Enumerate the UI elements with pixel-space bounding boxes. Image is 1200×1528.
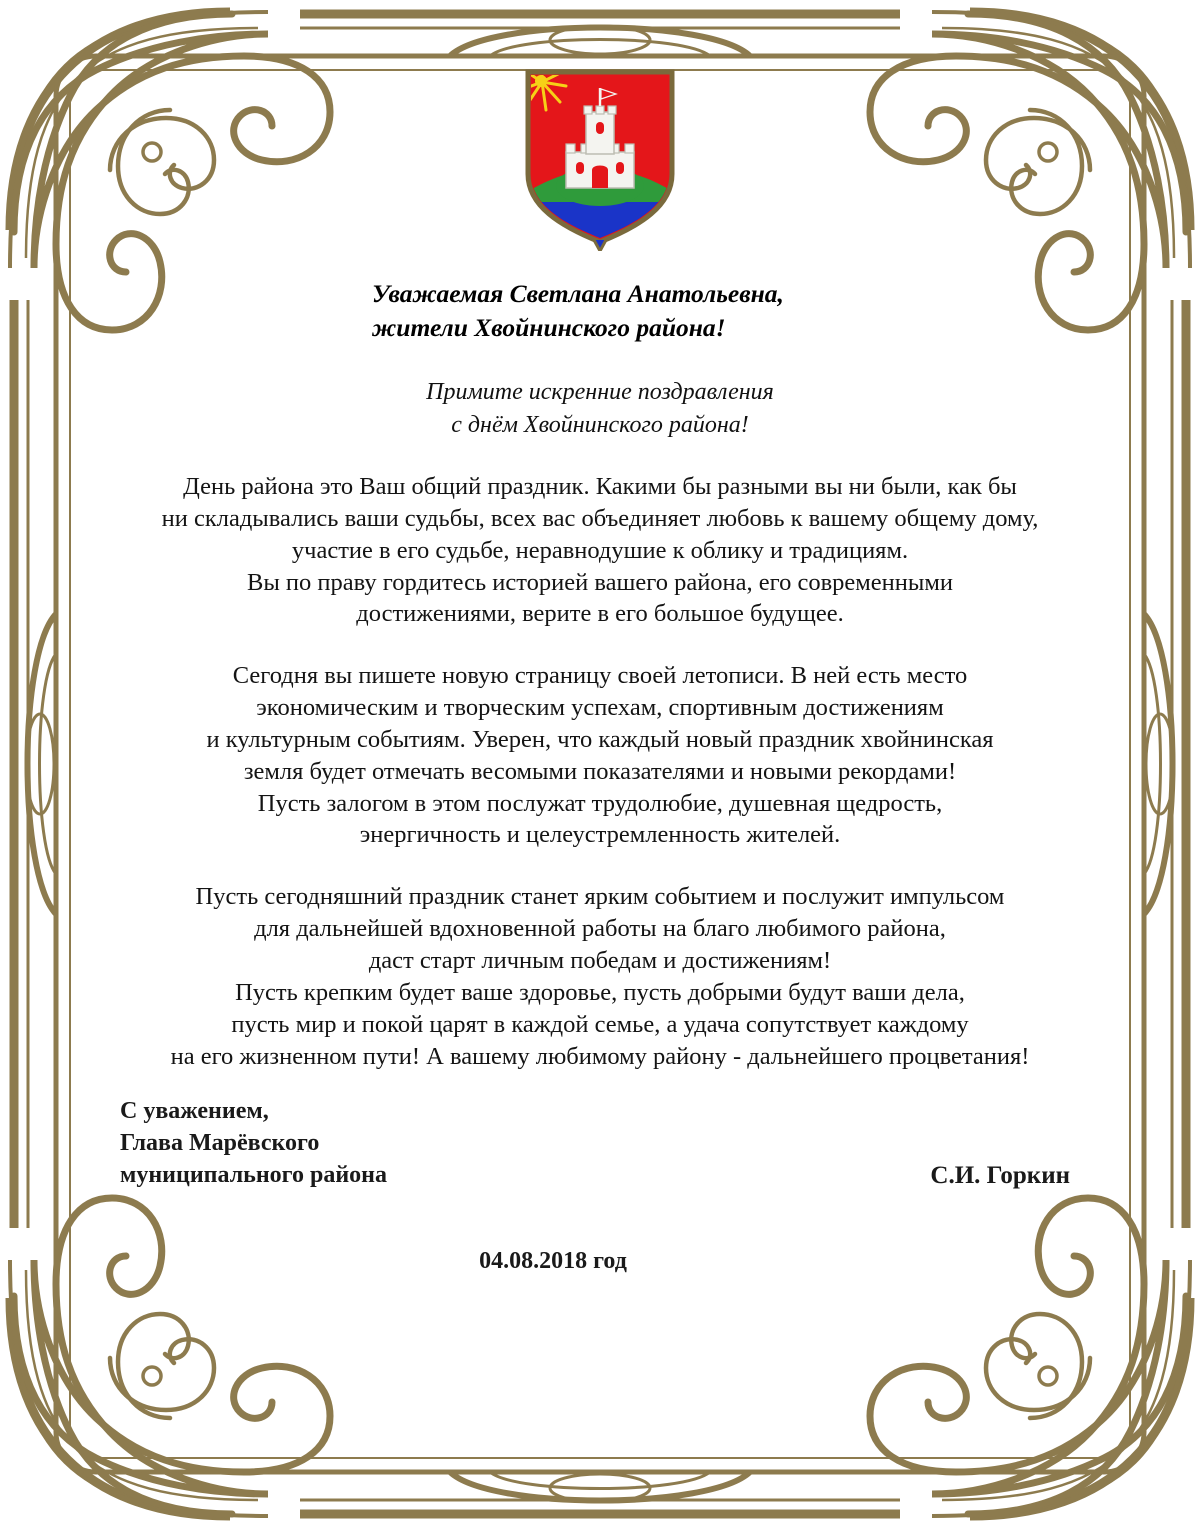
paragraph-3-line-4: Пусть крепким будет ваше здоровье, пусть добрыми будут ваши дела, [235,978,965,1006]
paragraph-2-line-4: земля будет отмечать весомыми показателями и новыми рекордами! [243,757,957,785]
paragraph-1 [100,471,1100,630]
body-text [100,471,1100,1072]
paragraph-1-line-2: ни складывались ваши судьбы, всех вас объединяет любовь к вашему общему дому, [161,504,1039,532]
salutation-line-2: жители Хвойнинского района! [372,313,726,343]
paragraph-3-line-6: на его жизненном пути! А вашему любимому району - дальнейшего процветания! [170,1042,1030,1070]
paragraph-1-line-1: День района это Ваш общий праздник. Какими бы разными вы ни были, как бы [183,473,1017,501]
paragraph-2-line-1: Сегодня вы пишете новую страницу своей летописи. В ней есть место [232,662,968,690]
signature-block [120,1096,1080,1192]
signature-title-line-2: муниципального района [120,1162,387,1189]
subsalutation [100,376,1100,443]
paragraph-2-line-5: Пусть залогом в этом послужат трудолюбие, душевная щедрость, [257,789,943,817]
paragraph-3-line-5: пусть мир и покой царят в каждой семье, а удача сопутствует каждому [231,1010,969,1038]
paragraph-2-line-2: экономическим и творческим успехам, спортивным достижениям [256,694,944,722]
paragraph-1-line-4: Вы по праву гордитесь историей вашего района, его современными [247,568,953,596]
paragraph-3 [100,881,1100,1072]
paragraph-2-line-3: и культурным событиям. Уверен, что каждый новый праздник хвойнинская [206,725,994,753]
salutation [100,277,1100,346]
signature-title-line-1: Глава Марёвского [120,1130,320,1157]
signature-name: С.И. Горкин [930,1162,1070,1190]
paragraph-1-line-3: участие в его судьбе, неравнодушие к облику и традициям. [291,536,909,564]
signature-title [120,1096,387,1192]
subsalutation-line-1: Примите искренние поздравления [426,378,774,405]
document-content [100,58,1100,1448]
signature-closing: С уважением, [120,1098,269,1125]
subsalutation-line-2: с днём Хвойнинского района! [451,412,749,439]
paragraph-2-line-6: энергичность и целеустремленность жителей. [359,821,841,849]
document-date: 04.08.2018 год [479,1248,627,1275]
paragraph-3-line-1: Пусть сегодняшний праздник станет ярким событием и послужит импульсом [195,883,1005,911]
coat-of-arms-icon [520,66,680,251]
paragraph-3-line-2: для дальнейшей вдохновенной работы на благо любимого района, [254,915,946,943]
paragraph-3-line-3: даст старт личным победам и достижениям! [368,947,832,974]
salutation-line-1: Уважаемая Светлана Анатольевна, [372,279,784,308]
paragraph-1-line-5: достижениями, верите в его большое будущее. [356,600,844,628]
paragraph-2 [100,660,1100,851]
